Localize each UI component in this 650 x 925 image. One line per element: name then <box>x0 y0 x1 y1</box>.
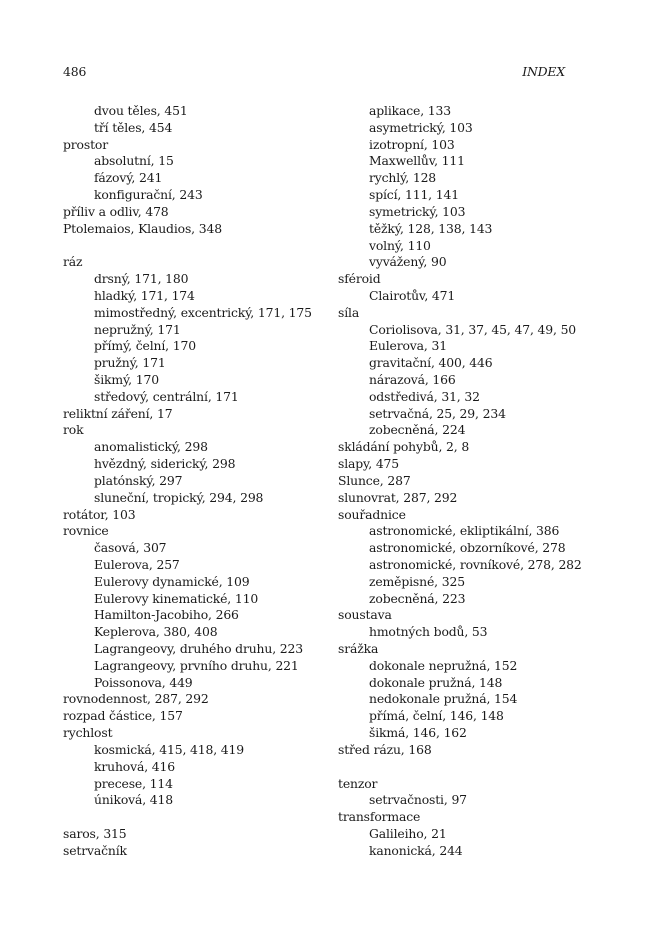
index-entry: rok <box>63 422 84 438</box>
index-entry: sféroid <box>338 271 381 287</box>
index-subentry: astronomické, rovníkové, 278, 282 <box>369 556 582 572</box>
index-subentry: pružný, 171 <box>94 355 166 371</box>
index-subentry: Eulerovy kinematické, 110 <box>94 590 259 606</box>
index-subentry: dokonale pružná, 148 <box>369 674 503 690</box>
index-subentry: precese, 114 <box>94 775 173 791</box>
index-entry: rovnodennost, 287, 292 <box>63 691 209 707</box>
index-subentry: přímá, čelní, 146, 148 <box>369 708 504 724</box>
index-subentry: drsný, 171, 180 <box>94 271 189 287</box>
index-entry: Slunce, 287 <box>338 472 411 488</box>
index-subentry: Galileiho, 21 <box>369 825 447 841</box>
index-subentry: volný, 110 <box>369 237 431 253</box>
index-entry: Ptolemaios, Klaudios, 348 <box>63 220 222 236</box>
index-subentry: kruhová, 416 <box>94 758 175 774</box>
index-subentry: Hamilton-Jacobiho, 266 <box>94 607 239 623</box>
index-subentry: zobecněná, 224 <box>369 422 466 438</box>
index-entry: slunovrat, 287, 292 <box>338 489 458 505</box>
index-subentry: úniková, 418 <box>94 792 174 808</box>
index-subentry: Coriolisova, 31, 37, 45, 47, 49, 50 <box>369 321 577 337</box>
index-subentry: Eulerova, 31 <box>369 338 447 354</box>
index-subentry: Clairotův, 471 <box>369 287 456 303</box>
index-entry: souřadnice <box>338 506 406 522</box>
index-entry: transformace <box>338 809 421 825</box>
index-subentry: vyvážený, 90 <box>369 254 447 270</box>
index-subentry: hvězdný, siderický, 298 <box>94 456 236 472</box>
index-subentry: dvou těles, 451 <box>94 103 188 118</box>
index-subentry: rychlý, 128 <box>369 170 437 186</box>
index-entry: rychlost <box>63 725 113 741</box>
index-subentry: těžký, 128, 138, 143 <box>369 220 493 236</box>
index-subentry: spící, 111, 141 <box>369 187 459 203</box>
index-subentry: sluneční, tropický, 294, 298 <box>94 489 264 505</box>
index-entry: tenzor <box>338 775 378 791</box>
index-entry: střed rázu, 168 <box>338 741 432 757</box>
index-subentry: setrvačná, 25, 29, 234 <box>369 405 506 421</box>
index-subentry: izotropní, 103 <box>369 136 455 152</box>
index-subentry: hladký, 171, 174 <box>94 287 195 303</box>
index-entry: reliktní záření, 17 <box>63 405 173 421</box>
index-subentry: šikmý, 170 <box>94 372 159 387</box>
index-subentry: tří těles, 454 <box>94 119 173 135</box>
index-entry: saros, 315 <box>63 825 127 841</box>
index-subentry: odstředivá, 31, 32 <box>369 388 480 404</box>
index-subentry: zeměpisné, 325 <box>369 573 465 589</box>
index-subentry: kosmická, 415, 418, 419 <box>94 741 245 757</box>
index-subentry: Lagrangeovy, prvního druhu, 221 <box>94 657 299 673</box>
index-subentry: symetrický, 103 <box>369 203 466 219</box>
index-entry: soustava <box>338 607 392 623</box>
index-subentry: hmotných bodů, 53 <box>369 624 488 640</box>
index-subentry: nepružný, 171 <box>94 321 181 337</box>
index-subentry: přímý, čelní, 170 <box>94 338 196 354</box>
index-entry: skládání pohybů, 2, 8 <box>338 439 470 455</box>
index-entry: slapy, 475 <box>338 456 400 472</box>
index-entry: ráz <box>63 254 83 270</box>
index-column-right <box>338 103 608 860</box>
index-subentry: středový, centrální, 171 <box>94 388 239 404</box>
index-subentry: časová, 307 <box>94 540 167 556</box>
index-entry: rozpad částice, 157 <box>63 708 183 724</box>
index-subentry: konfigurační, 243 <box>94 187 203 203</box>
index-entry: síla <box>338 304 360 320</box>
index-subentry: zobecněná, 223 <box>369 590 466 606</box>
index-subentry: nárazová, 166 <box>369 372 456 387</box>
index-subentry: asymetrický, 103 <box>369 119 473 135</box>
index-subentry: Lagrangeovy, druhého druhu, 223 <box>94 641 303 656</box>
index-subentry: astronomické, ekliptikální, 386 <box>369 523 560 539</box>
letter-group-gap <box>63 238 333 255</box>
index-subentry: aplikace, 133 <box>369 103 451 118</box>
index-subentry: Eulerovy dynamické, 109 <box>94 573 250 589</box>
index-subentry: mimostředný, excentrický, 171, 175 <box>94 304 312 320</box>
index-subentry: Eulerova, 257 <box>94 556 180 572</box>
index-subentry: anomalistický, 298 <box>94 439 208 455</box>
index-entry: příliv a odliv, 478 <box>63 203 169 219</box>
index-subentry: setrvačnosti, 97 <box>369 792 467 808</box>
index-entry: rovnice <box>63 523 109 539</box>
index-subentry: šikmá, 146, 162 <box>369 725 467 741</box>
index-subentry: platónský, 297 <box>94 472 183 488</box>
index-entry: rotátor, 103 <box>63 506 136 522</box>
index-subentry: dokonale nepružná, 152 <box>369 657 518 673</box>
index-entry: srážka <box>338 641 379 656</box>
index-entry: setrvačník <box>63 842 127 858</box>
letter-group-gap <box>63 809 333 826</box>
index-subentry: kanonická, 244 <box>369 842 463 858</box>
index-subentry: absolutní, 15 <box>94 153 174 169</box>
index-subentry: Keplerova, 380, 408 <box>94 624 218 640</box>
index-subentry: fázový, 241 <box>94 170 163 186</box>
index-subentry: Maxwellův, 111 <box>369 153 465 169</box>
index-subentry: nedokonale pružná, 154 <box>369 691 518 707</box>
index-subentry: Poissonova, 449 <box>94 674 193 690</box>
index-subentry: gravitační, 400, 446 <box>369 355 493 371</box>
index-column-left <box>63 103 333 860</box>
index-entry: prostor <box>63 136 108 152</box>
running-title: INDEX <box>522 64 565 79</box>
page-header <box>63 64 565 82</box>
letter-group-gap <box>338 759 608 776</box>
index-subentry: astronomické, obzorníkové, 278 <box>369 540 566 556</box>
page-number: 486 <box>63 64 87 79</box>
